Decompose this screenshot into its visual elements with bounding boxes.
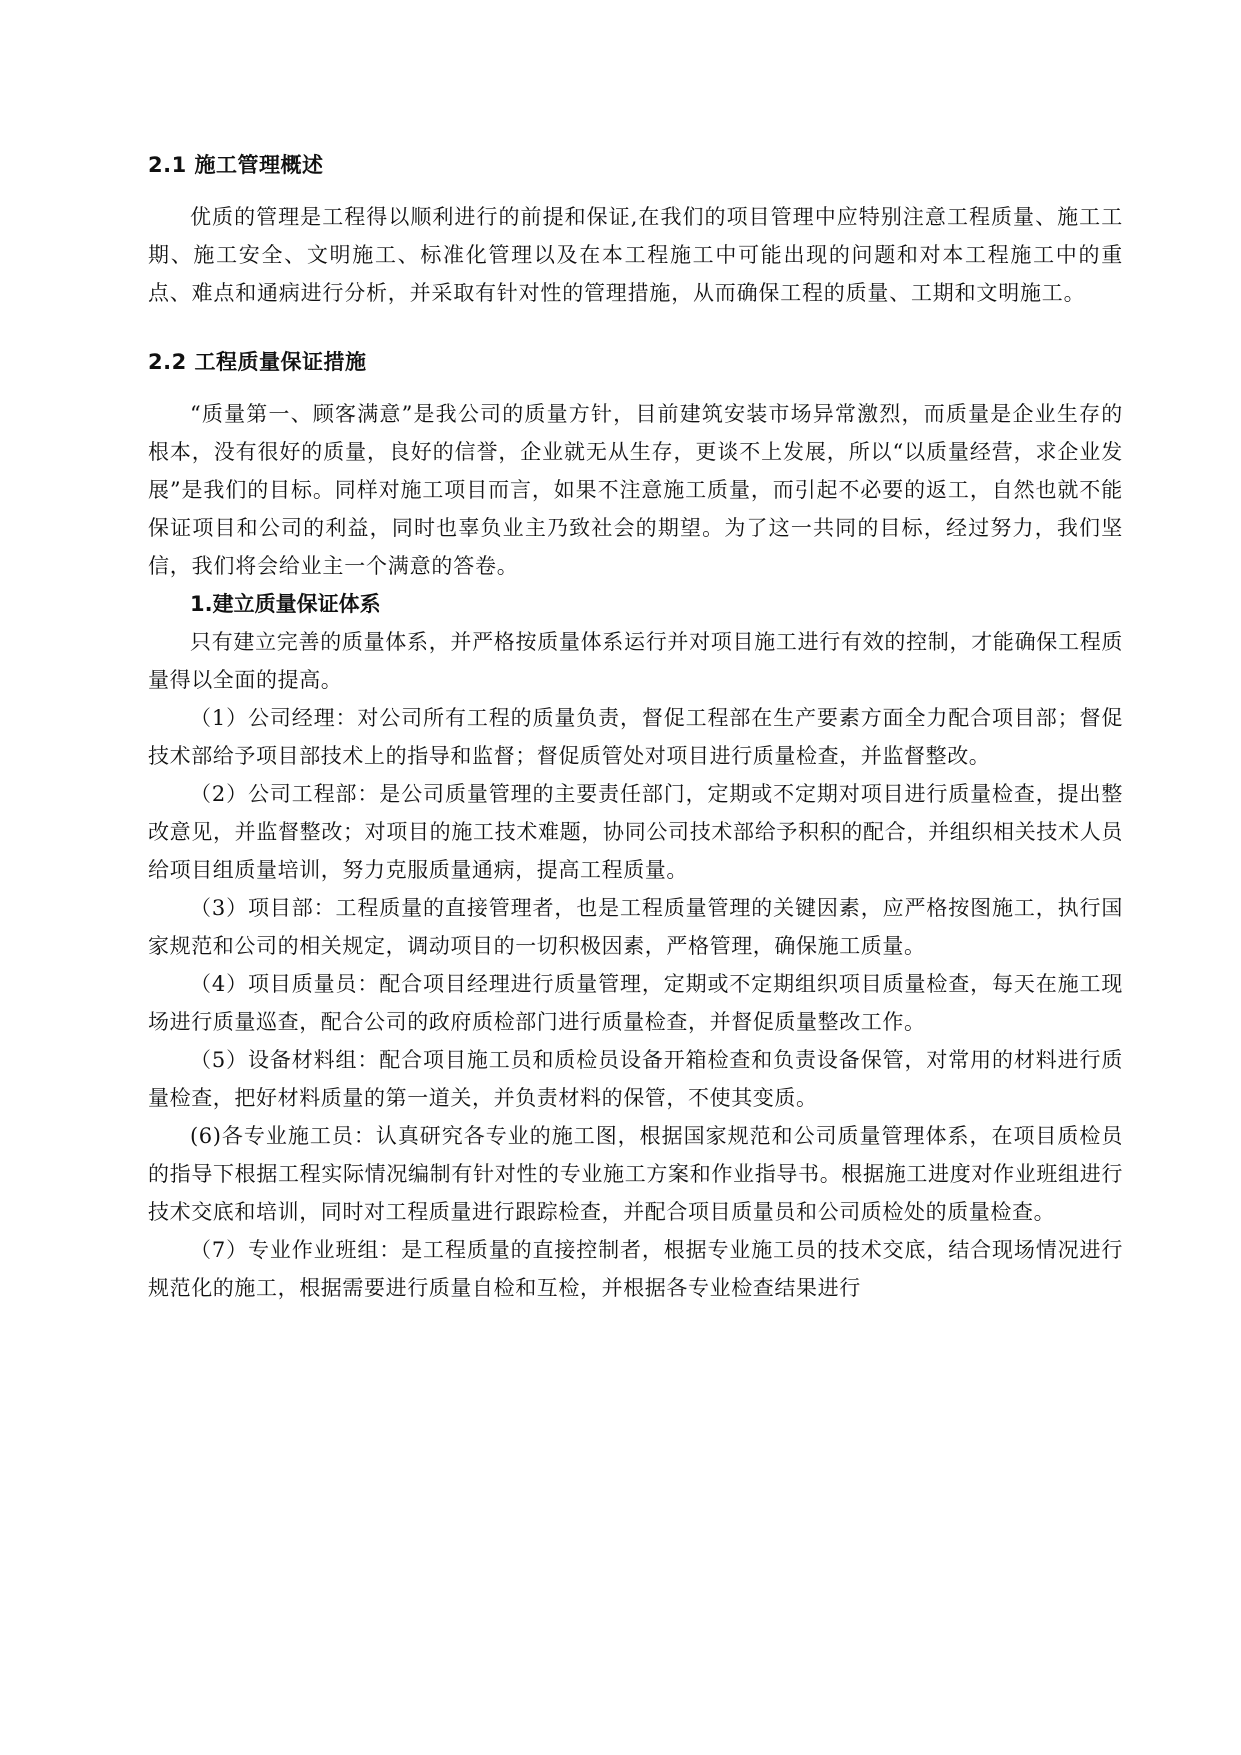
list-item-engineering-dept: （2）公司工程部：是公司质量管理的主要责任部门，定期或不定期对项目进行质量检查，提出整改意见，并监督整改；对项目的施工技术难题，协同公司技术部给予积积的配合，并组织相关技术人员给项目组质量培训，努力克服质量通病，提高工程质量。 — [148, 782, 1123, 882]
list-item-construction-staff: (6)各专业施工员：认真研究各专业的施工图，根据国家规范和公司质量管理体系，在项目质检员的指导下根据工程实际情况编制有针对性的专业施工方案和作业指导书。根据施工进度对作业班组进行技术交底和培训，同时对工程质量进行跟踪检查，并配合项目质量员和公司质检处的质量检查。 — [148, 1124, 1123, 1224]
subsection-intro: 只有建立完善的质量体系，并严格按质量体系运行并对项目施工进行有效的控制，才能确保工程质量得以全面的提高。 — [148, 630, 1123, 692]
subsection-heading-quality-system: 1.建立质量保证体系 — [190, 592, 381, 616]
list-item-project-dept: （3）项目部：工程质量的直接管理者，也是工程质量管理的关键因素，应严格按图施工，执行国家规范和公司的相关规定，调动项目的一切积极因素，严格管理，确保施工质量。 — [148, 896, 1123, 958]
list-item-company-manager: （1）公司经理：对公司所有工程的质量负责，督促工程部在生产要素方面全力配合项目部；督促技术部给予项目部技术上的指导和监督；督促质管处对项目进行质量检查，并监督整改。 — [148, 706, 1123, 768]
list-item-quality-officer: （4）项目质量员：配合项目经理进行质量管理，定期或不定期组织项目质量检查，每天在施工现场进行质量巡查，配合公司的政府质检部门进行质量检查，并督促质量整改工作。 — [148, 972, 1123, 1034]
section-paragraph-2-1: 优质的管理是工程得以顺利进行的前提和保证,在我们的项目管理中应特别注意工程质量、施工工期、施工安全、文明施工、标准化管理以及在本工程施工中可能出现的问题和对本工程施工中的重点、难点和通病进行分析，并采取有针对性的管理措施，从而确保工程的质量、工期和文明施工。 — [148, 205, 1123, 305]
document-content — [148, 146, 1123, 1307]
section-heading-2-2: 2.2 工程质量保证措施 — [148, 350, 367, 374]
list-item-work-team: （7）专业作业班组：是工程质量的直接控制者，根据专业施工员的技术交底，结合现场情况进行规范化的施工，根据需要进行质量自检和互检，并根据各专业检查结果进行 — [148, 1238, 1123, 1300]
section-paragraph-2-2: “质量第一、顾客满意”是我公司的质量方针，目前建筑安装市场异常激烈，而质量是企业生存的根本，没有很好的质量，良好的信誉，企业就无从生存，更谈不上发展，所以“以质量经营，求企业发展”是我们的目标。同样对施工项目而言，如果不注意施工质量，而引起不必要的返工，自然也就不能保证项目和公司的利益，同时也辜负业主乃致社会的期望。为了这一共同的目标，经过努力，我们坚信，我们将会给业主一个满意的答卷。 — [148, 402, 1123, 578]
list-item-equipment-group: （5）设备材料组：配合项目施工员和质检员设备开箱检查和负责设备保管，对常用的材料进行质量检查，把好材料质量的第一道关，并负责材料的保管，不使其变质。 — [148, 1048, 1123, 1110]
section-heading-2-1: 2.1 施工管理概述 — [148, 153, 324, 177]
